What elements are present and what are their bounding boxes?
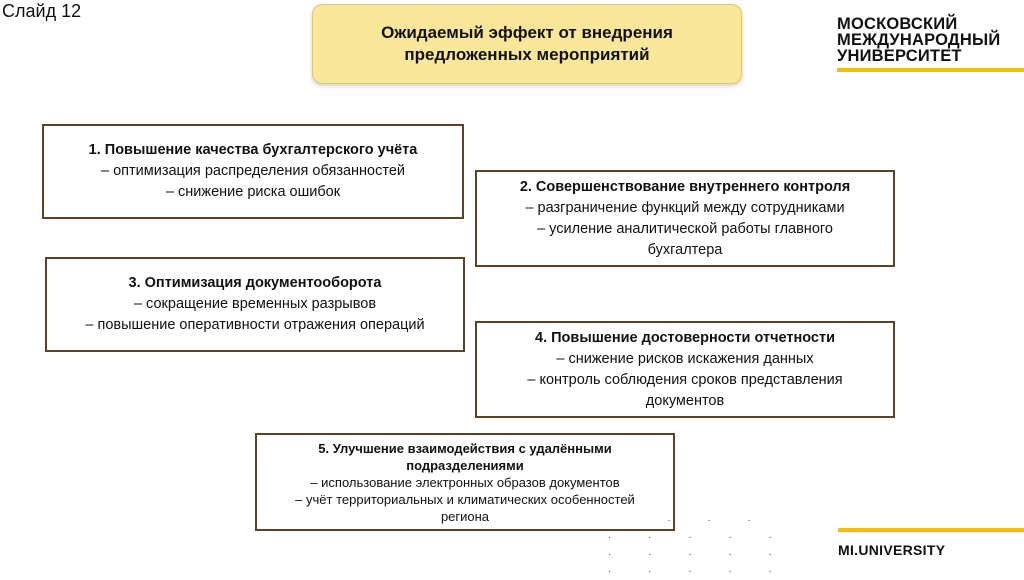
slide-title-box bbox=[312, 4, 742, 84]
effect-box-line: – усиление аналитической работы главного bbox=[537, 220, 833, 237]
effect-box-3 bbox=[45, 257, 465, 352]
slide-number: Слайд 12 bbox=[2, 1, 82, 21]
effect-box-title: 1. Повышение качества бухгалтерского учёта bbox=[88, 142, 418, 158]
effect-box-title: 3. Оптимизация документооборота bbox=[128, 275, 382, 291]
effect-box-line: региона bbox=[440, 508, 490, 524]
effect-box-line: – учёт территориальных и климатических особенностей bbox=[295, 491, 635, 507]
slide-title-line-2: предложенных мероприятий bbox=[404, 45, 650, 64]
effect-box-title: подразделениями bbox=[406, 457, 524, 473]
effect-box-title: 2. Совершенствование внутреннего контроля bbox=[519, 178, 851, 195]
university-logo bbox=[837, 16, 1000, 64]
logo-accent-bar bbox=[837, 68, 1024, 72]
logo-line-1: МОСКОВСКИЙ bbox=[837, 15, 958, 33]
effect-box-line: – использование электронных образов документов bbox=[310, 474, 620, 490]
decorative-dot-grid: · · · · · · · · · · · · · · · · · · bbox=[608, 515, 789, 577]
effect-box-4 bbox=[475, 321, 895, 418]
effect-box-line: – повышение оперативности отражения операций bbox=[85, 317, 425, 333]
slide-title-line-1: Ожидаемый эффект от внедрения bbox=[381, 23, 673, 42]
effect-box-line: – оптимизация распределения обязанностей bbox=[101, 163, 405, 179]
logo-line-2: МЕЖДУНАРОДНЫЙ bbox=[837, 31, 1001, 49]
effect-box-title: 4. Повышение достоверности отчетности bbox=[535, 329, 835, 346]
logo-line-3: УНИВЕРСИТЕТ bbox=[837, 47, 962, 65]
footer-accent-bar bbox=[838, 528, 1024, 532]
effect-box-1 bbox=[42, 124, 464, 219]
effect-box-line: – контроль соблюдения сроков представления bbox=[527, 371, 843, 388]
effect-box-line: документов bbox=[645, 392, 725, 409]
effect-box-line: – разграничение функций между сотрудниками bbox=[525, 199, 845, 216]
effect-box-2 bbox=[475, 170, 895, 267]
effect-box-line: – снижение рисков искажения данных bbox=[556, 350, 814, 367]
footer-logo-text: MI.UNIVERSITY bbox=[838, 542, 946, 558]
effect-box-line: – снижение риска ошибок bbox=[165, 184, 341, 200]
effect-box-title: 5. Улучшение взаимодействия с удалёнными bbox=[318, 440, 612, 456]
effect-box-line: – сокращение временных разрывов bbox=[133, 296, 377, 312]
effect-box-line: бухгалтера bbox=[647, 241, 723, 258]
